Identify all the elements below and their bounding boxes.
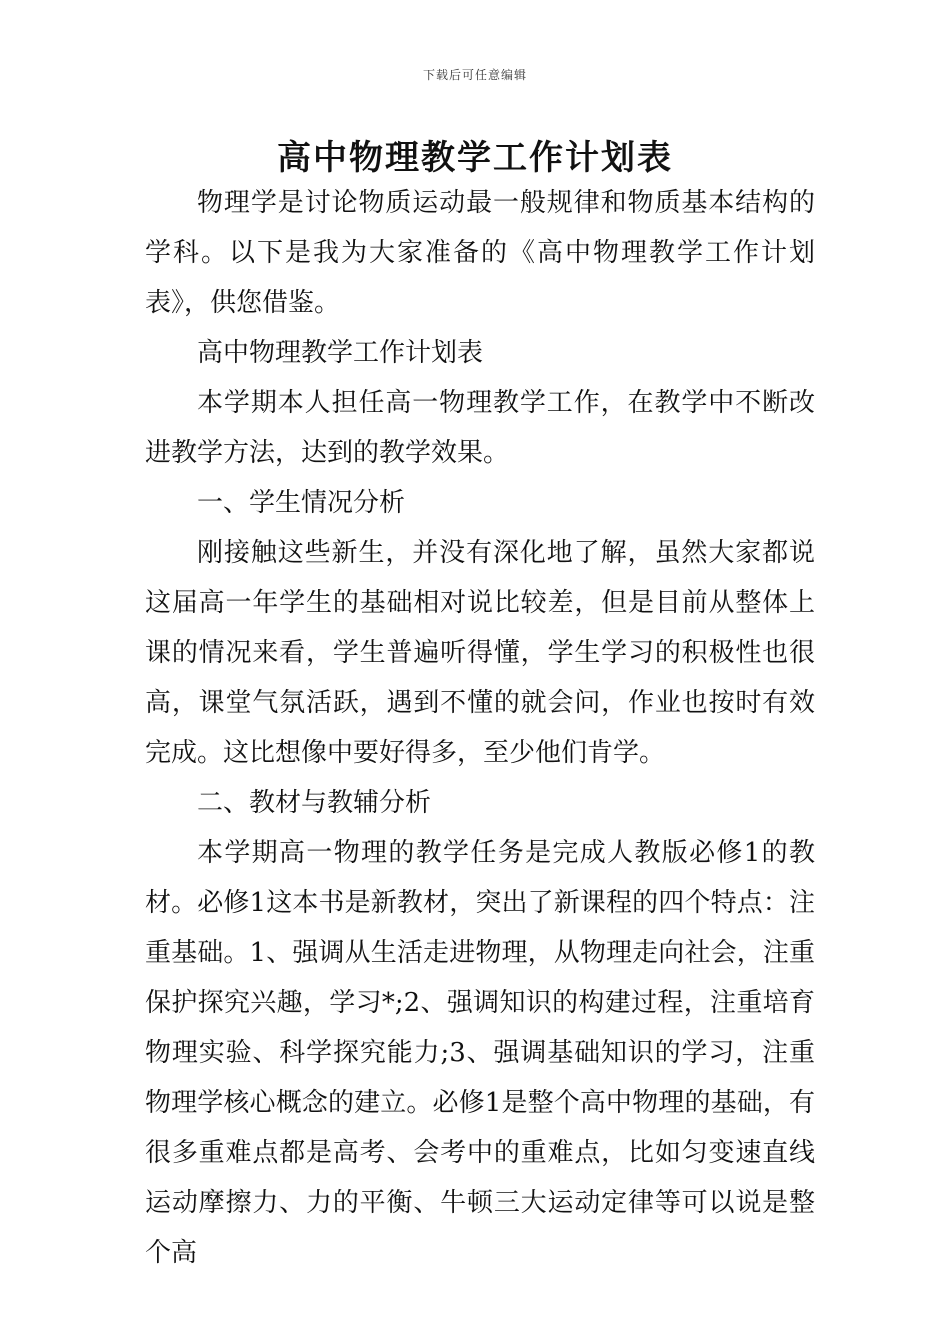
paragraph-intro: 物理学是讨论物质运动最一般规律和物质基本结构的学科。以下是我为大家准备的《高中物理教学工作计划表》，供您借鉴。 bbox=[145, 188, 815, 318]
header-note: 下载后可任意编辑 bbox=[422, 68, 527, 82]
paragraph-materials: 本学期高一物理的教学任务是完成人教版必修1的教材。必修1这本书是新教材，突出了新课程的四个特点：注重基础。1、强调从生活走进物理，从物理走向社会，注重保护探究兴趣，学习*;2、强调知识的构建过程，注重培育物理实验、科学探究能力;3、强调基础知识的学习，注重物理学核心概念的建立。必修1是整个高中物理的基础，有很多重难点都是高考、会考中的重难点，比如匀变速直线运动摩擦力、力的平衡、牛顿三大运动定律等可以说是整个高 bbox=[145, 838, 815, 1268]
paragraph-subtitle: 高中物理教学工作计划表 bbox=[197, 338, 484, 368]
section-heading-students: 一、学生情况分析 bbox=[197, 488, 406, 518]
paragraph-students: 刚接触这些新生，并没有深化地了解，虽然大家都说这届高一年学生的基础相对说比较差，但是目前从整体上课的情况来看，学生普遍听得懂，学生学习的积极性也很高，课堂气氛活跃，遇到不懂的就会问，作业也按时有效完成。这比想像中要好得多，至少他们肯学。 bbox=[145, 538, 815, 768]
paragraph-overview: 本学期本人担任高一物理教学工作，在教学中不断改进教学方法，达到的教学效果。 bbox=[145, 388, 815, 468]
section-heading-materials: 二、教材与教辅分析 bbox=[197, 788, 432, 818]
document-body bbox=[145, 178, 815, 1278]
document-title: 高中物理教学工作计划表 bbox=[277, 138, 673, 178]
